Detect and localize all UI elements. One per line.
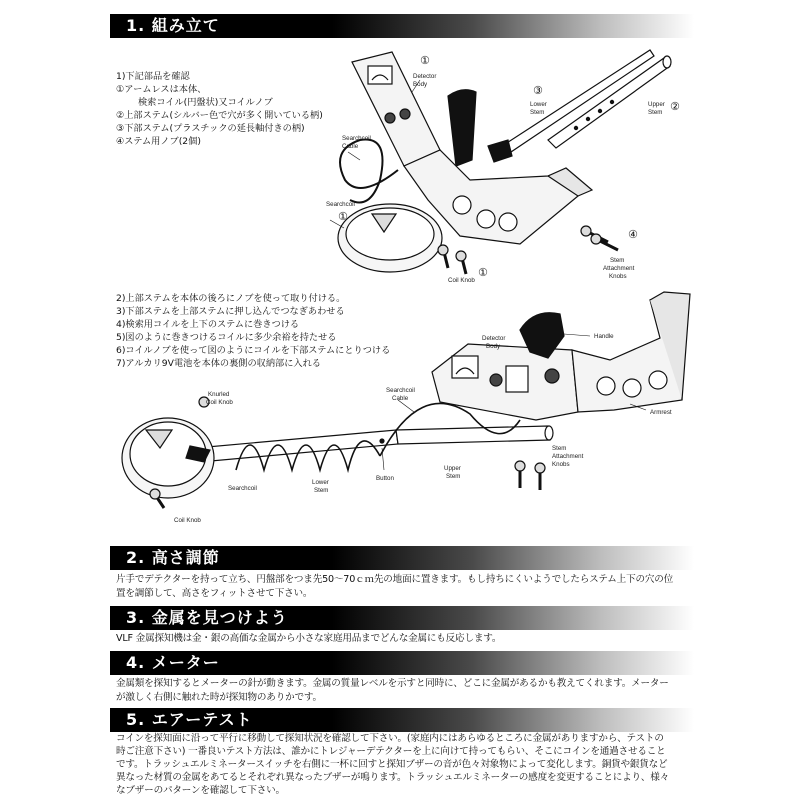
label-lower-stem: Stem bbox=[530, 109, 545, 116]
label-stem-knobs: Knobs bbox=[609, 273, 627, 280]
callout-number: ① bbox=[420, 54, 430, 67]
label-armrest: Armrest bbox=[650, 409, 672, 416]
height-paragraph-line: 置を調節して、高さをフィットさせて下さい。 bbox=[116, 588, 313, 599]
label-searchcoil-cable: Searchcoil bbox=[342, 135, 371, 142]
callout-number: ④ bbox=[628, 228, 638, 241]
list-item: 3)下部ステムを上部ステムに押し込んでつなぎあわせる bbox=[116, 306, 345, 317]
control-knob bbox=[490, 374, 502, 386]
label-stem-knobs: Stem bbox=[610, 257, 625, 264]
label-handle: Handle bbox=[594, 333, 614, 340]
list-item: ①アームレスは本体、 bbox=[116, 84, 207, 95]
list-item: 6)コイルノブを使って図のようにコイルを下部ステムにとりつける bbox=[116, 345, 391, 356]
label-body: Body bbox=[413, 81, 428, 88]
label-button: Button bbox=[376, 475, 394, 482]
callout-number: ① bbox=[338, 210, 348, 223]
find-paragraph-line: VLF 金属探知機は金・銀の高価な金属から小さな家庭用品までどんな金属にも反応します。 bbox=[116, 633, 502, 644]
label-coil-knob: Coil Knob bbox=[448, 277, 475, 284]
section-header-meter bbox=[110, 651, 694, 675]
armrest-hole bbox=[623, 379, 641, 397]
section-header-find-metal bbox=[110, 606, 694, 630]
callout-number: ③ bbox=[533, 84, 543, 97]
upper-stem bbox=[396, 426, 550, 444]
stem-button bbox=[380, 439, 384, 443]
label-stem-knobs: Attachment bbox=[603, 265, 635, 272]
meter-paragraph-line: 金属類を探知するとメーターの針が動きます。金属の質量レベルを示すと同時に、どこに金属があるかも教えてくれます。メーター bbox=[116, 678, 669, 689]
callout-number: ② bbox=[670, 100, 680, 113]
list-item: ②上部ステム(シルバー色で穴が多く開いている柄) bbox=[116, 110, 323, 121]
section-header-air-test bbox=[110, 708, 694, 732]
list-item: 2)上部ステムを本体の後ろにノブを使って取り付ける。 bbox=[116, 293, 346, 304]
label-searchcoil-cable: Cable bbox=[342, 143, 359, 150]
section-title: 2. 高さ調節 bbox=[126, 548, 220, 567]
section-title: 3. 金属を見つけよう bbox=[126, 608, 288, 627]
section-header-height bbox=[110, 546, 694, 570]
label-upper-stem: Stem bbox=[648, 109, 663, 116]
air-paragraph-line: なブザーのパターンを確認して下さい。 bbox=[116, 785, 285, 796]
label-upper-stem: Upper bbox=[444, 465, 461, 472]
label-detector: Detector bbox=[413, 73, 437, 80]
label-stem-knobs: Knobs bbox=[552, 461, 570, 468]
label-coil-knob: Coil Knob bbox=[174, 517, 201, 524]
label-detector: Detector bbox=[482, 335, 506, 342]
meter-paragraph-line: が激しく右側に触れた時が探知物のありかです。 bbox=[116, 692, 322, 703]
label-knurled-knob: Knurled bbox=[208, 391, 230, 398]
air-paragraph-line: コインを探知面に沿って平行に移動して探知状況を確認して下さい。(家庭内にはあらゆるところに金属がありますから、テストの bbox=[116, 733, 664, 744]
section-title: 4. メーター bbox=[126, 653, 220, 672]
label-searchcoil-cable: Searchcoil bbox=[386, 387, 415, 394]
air-paragraph-line: です。トラッシュエルミネータースイッチを右側に一杯に回すと探知ブザーの音が色々対象物によって変化します。銅貨や銀貨など bbox=[116, 759, 668, 770]
height-paragraph-line: 片手でデテクターを持って立ち、円盤部をつま先50〜70ｃｍ先の地面に置きます。もし持ちにくいようでしたらステム上下の穴の位 bbox=[116, 574, 674, 585]
air-paragraph-line: 時ご注意下さい) 一番良いテスト方法は、誰かにトレジャーデテクターを上に向けて持ってもらい、そこにコインを通過させること bbox=[116, 746, 666, 757]
section-title: 1. 組み立て bbox=[126, 16, 220, 35]
label-body: Body bbox=[486, 343, 501, 350]
armrest-hole bbox=[597, 377, 615, 395]
list-item: 5)図のように巻きつけるコイルに多少余裕を持たせる bbox=[116, 332, 337, 343]
meter-window bbox=[452, 356, 478, 378]
label-stem-knobs: Stem bbox=[552, 445, 567, 452]
label-upper-stem: Stem bbox=[446, 473, 461, 480]
label-upper-stem: Upper bbox=[648, 101, 665, 108]
label-lower-stem: Lower bbox=[312, 479, 329, 486]
armrest-hole bbox=[649, 371, 667, 389]
list-item: ④ステム用ノブ(2個) bbox=[116, 136, 201, 147]
label-searchcoil: Searchcoil bbox=[228, 485, 257, 492]
callout-number: ① bbox=[478, 266, 488, 279]
label-stem-knobs: Attachment bbox=[552, 453, 584, 460]
list-item: ③下部ステム(プラスチックの延長軸付きの柄) bbox=[116, 123, 305, 134]
air-paragraph-line: 異なった材質の金属をあてるとそれぞれ異なったブザーが鳴ります。トラッシュエルミネーターの感度を変更することにより、様々 bbox=[116, 772, 670, 783]
label-knurled-knob: Coil Knob bbox=[206, 399, 233, 406]
label-lower-stem: Stem bbox=[314, 487, 329, 494]
label-searchcoil: Searchcoil bbox=[326, 201, 355, 208]
section-title: 5. エアーテスト bbox=[126, 710, 253, 729]
control-knob bbox=[545, 369, 559, 383]
list-item: 7)アルカリ9V電池を本体の裏側の収納部に入れる bbox=[116, 358, 321, 369]
list-item: 4)検索用コイルを上下のステムに巻きつける bbox=[116, 319, 300, 330]
list-item: 検索コイル(円盤状)又コイルノブ bbox=[138, 97, 273, 108]
label-lower-stem: Lower bbox=[530, 101, 547, 108]
label-searchcoil-cable: Cable bbox=[392, 395, 409, 402]
list-item: 1)下記部品を確認 bbox=[116, 71, 190, 82]
